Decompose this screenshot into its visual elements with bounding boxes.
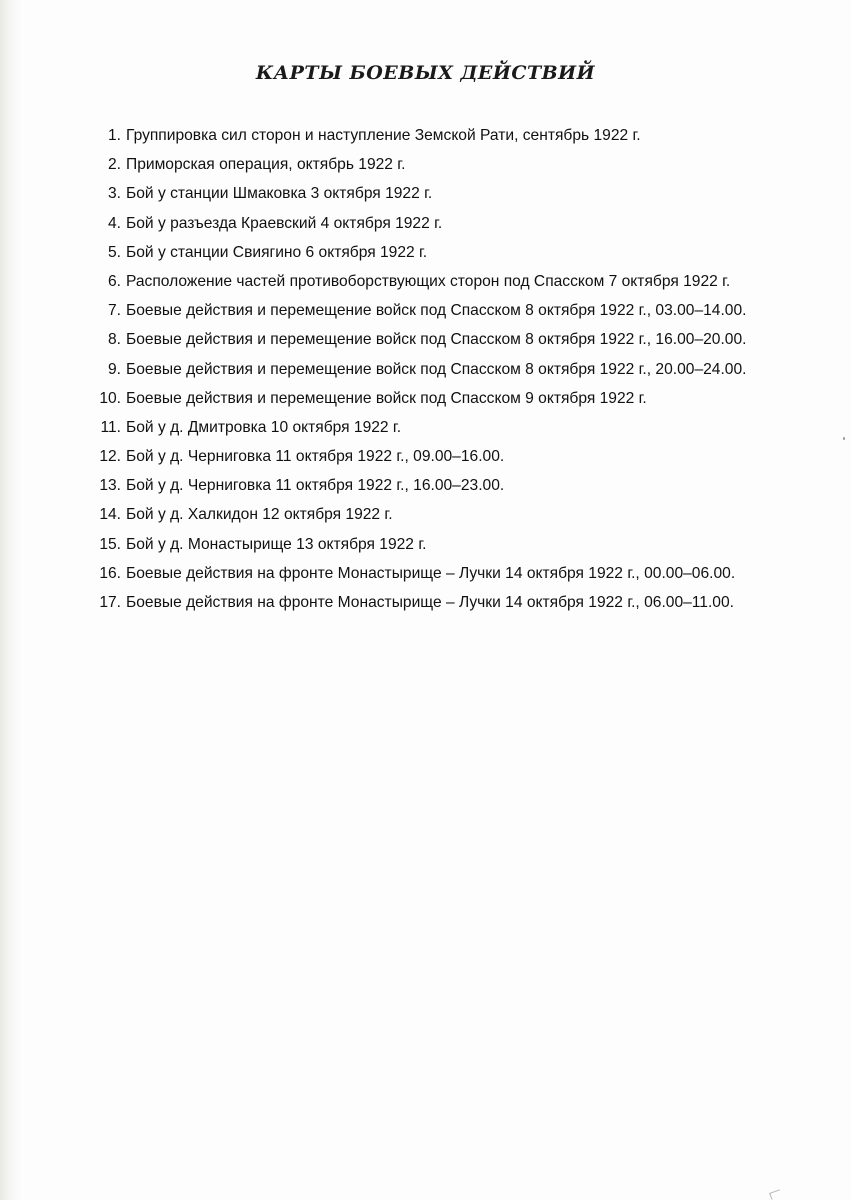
page-title: КАРТЫ БОЕВЫХ ДЕЙСТВИЙ bbox=[255, 62, 596, 84]
scan-edge-shadow bbox=[0, 0, 22, 1200]
item-text: Расположение частей противоборствующих сторон под Спасском 7 октября 1922 г. bbox=[126, 272, 731, 290]
item-text: Бой у д. Черниговка 11 октября 1922 г., 16.00–23.00. bbox=[126, 477, 505, 495]
item-text: Бой у д. Черниговка 11 октября 1922 г., 09.00–16.00. bbox=[126, 448, 505, 466]
item-number: 12. bbox=[99, 448, 121, 466]
list-item bbox=[84, 413, 834, 442]
item-text: Боевые действия и перемещение войск под Спасском 9 октября 1922 г. bbox=[126, 389, 647, 407]
item-number: 7. bbox=[107, 302, 121, 320]
item-number: 6. bbox=[107, 272, 121, 290]
list-item bbox=[84, 559, 834, 588]
list-item bbox=[84, 267, 834, 296]
item-text: Боевые действия и перемещение войск под Спасском 8 октября 1922 г., 16.00–20.00. bbox=[126, 331, 747, 349]
item-number: 10. bbox=[99, 389, 121, 407]
list-item bbox=[84, 209, 834, 238]
item-text: Группировка сил сторон и наступление Земской Рати, сентябрь 1922 г. bbox=[126, 127, 641, 144]
item-text: Приморская операция, октябрь 1922 г. bbox=[126, 156, 406, 174]
item-text: Бой у д. Дмитровка 10 октября 1922 г. bbox=[126, 418, 402, 436]
list-item bbox=[84, 325, 834, 354]
item-number: 2. bbox=[107, 156, 121, 174]
list-item bbox=[84, 588, 834, 617]
list-item bbox=[84, 530, 834, 559]
list-item bbox=[84, 442, 834, 471]
list-item bbox=[84, 500, 834, 529]
list-item bbox=[84, 121, 834, 150]
scan-corner-mark bbox=[769, 1189, 782, 1199]
item-number: 15. bbox=[99, 535, 121, 553]
item-number: 17. bbox=[99, 594, 121, 611]
item-text: Бой у станции Свиягино 6 октября 1922 г. bbox=[126, 243, 428, 261]
item-number: 5. bbox=[107, 243, 121, 261]
item-text: Боевые действия на фронте Монастырище – Лучки 14 октября 1922 г., 00.00–06.00. bbox=[126, 564, 736, 582]
scan-speck bbox=[843, 437, 845, 440]
list-item bbox=[84, 238, 834, 267]
item-number: 14. bbox=[99, 506, 121, 524]
list-item bbox=[84, 150, 834, 179]
item-number: 11. bbox=[100, 418, 121, 436]
item-number: 4. bbox=[107, 214, 121, 232]
item-text: Бой у разъезда Краевский 4 октября 1922 г. bbox=[126, 214, 443, 232]
item-number: 8. bbox=[107, 331, 121, 349]
maps-list bbox=[84, 121, 834, 617]
item-text: Боевые действия и перемещение войск под Спасском 8 октября 1922 г., 03.00–14.00. bbox=[126, 302, 747, 320]
item-number: 16. bbox=[99, 564, 121, 582]
item-number: 1. bbox=[107, 127, 121, 144]
item-number: 9. bbox=[107, 360, 121, 378]
item-number: 13. bbox=[99, 477, 121, 495]
item-text: Бой у станции Шмаковка 3 октября 1922 г. bbox=[126, 185, 433, 203]
list-item bbox=[84, 179, 834, 208]
list-item bbox=[84, 384, 834, 413]
list-item bbox=[84, 355, 834, 384]
item-text: Бой у д. Халкидон 12 октября 1922 г. bbox=[126, 506, 393, 524]
item-number: 3. bbox=[107, 185, 121, 203]
item-text: Бой у д. Монастырище 13 октября 1922 г. bbox=[126, 535, 427, 553]
list-item bbox=[84, 471, 834, 500]
item-text: Боевые действия и перемещение войск под Спасском 8 октября 1922 г., 20.00–24.00. bbox=[126, 360, 747, 378]
list-item bbox=[84, 296, 834, 325]
item-text: Боевые действия на фронте Монастырище – Лучки 14 октября 1922 г., 06.00–11.00. bbox=[126, 594, 734, 611]
